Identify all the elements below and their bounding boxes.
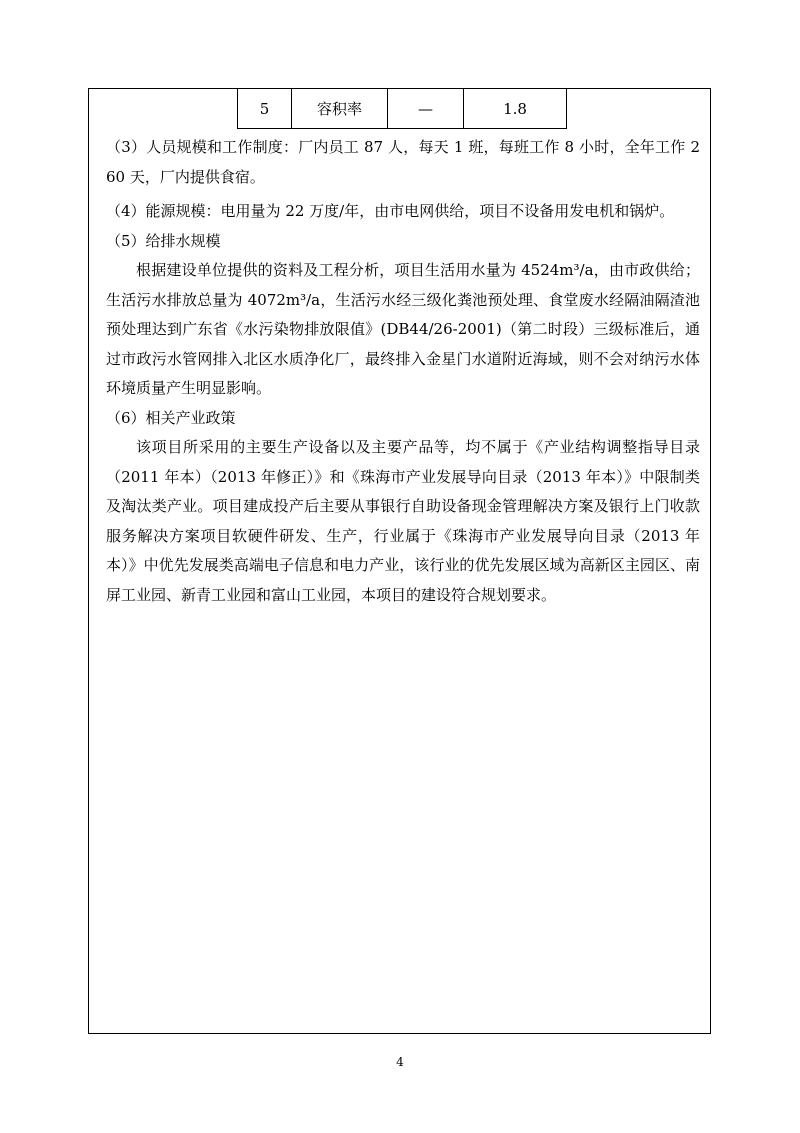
page-number: 4 [396,1055,404,1069]
content-frame [88,88,711,1034]
water-heading: （5）给排水规模 [106,231,221,250]
policy-heading: （6）相关产业政策 [106,408,236,427]
indicator-table [237,88,567,129]
row-number-cell: 5 [238,89,292,129]
table-row [238,89,567,129]
energy-paragraph: （4）能源规模：电用量为 22 万度/年，由市电网供给，项目不设备用发电机和锅炉。 [106,202,675,220]
water-paragraph: 根据建设单位提供的资料及工程分析，项目生活用水量为 4524m³/a，由市政供给；生活污水排放总量为 4072m³/a，生活污水经三级化粪池预处理、食堂废水经隔油隔渣池预处理达到广东省《水污染物排放限值》(DB44/26-2001)（第二时段）三级标准后，通过市政污水管网排入北区水质净化厂，最终排入金星门水道附近海域，则不会对纳污水体环境质量产生明显影响。 [106,261,700,397]
staff-paragraph: （3）人员规模和工作制度：厂内员工 87 人，每天 1 班，每班工作 8 小时，全年工作 260 天，厂内提供食宿。 [106,138,700,186]
document-body [106,133,700,610]
item-name-cell: 容积率 [292,89,388,129]
value-cell: 1.8 [464,89,567,129]
unit-cell: — [388,89,464,129]
policy-paragraph: 该项目所采用的主要生产设备以及主要产品等，均不属于《产业结构调整指导目录（2011 年本）（2013 年修正）》和《珠海市产业发展导向目录（2013 年本）》中限制类及淘汰类产业。项目建成投产后主要从事银行自助设备现金管理解决方案及银行上门收款服务解决方案项目软硬件研发、生产，行业属于《珠海市产业发展导向目录（2013 年本）》中优先发展类高端电子信息和电力产业，该行业的优先发展区域为高新区主园区、南屏工业园、新青工业园和富山工业园，本项目的建设符合规划要求。 [106,438,700,604]
